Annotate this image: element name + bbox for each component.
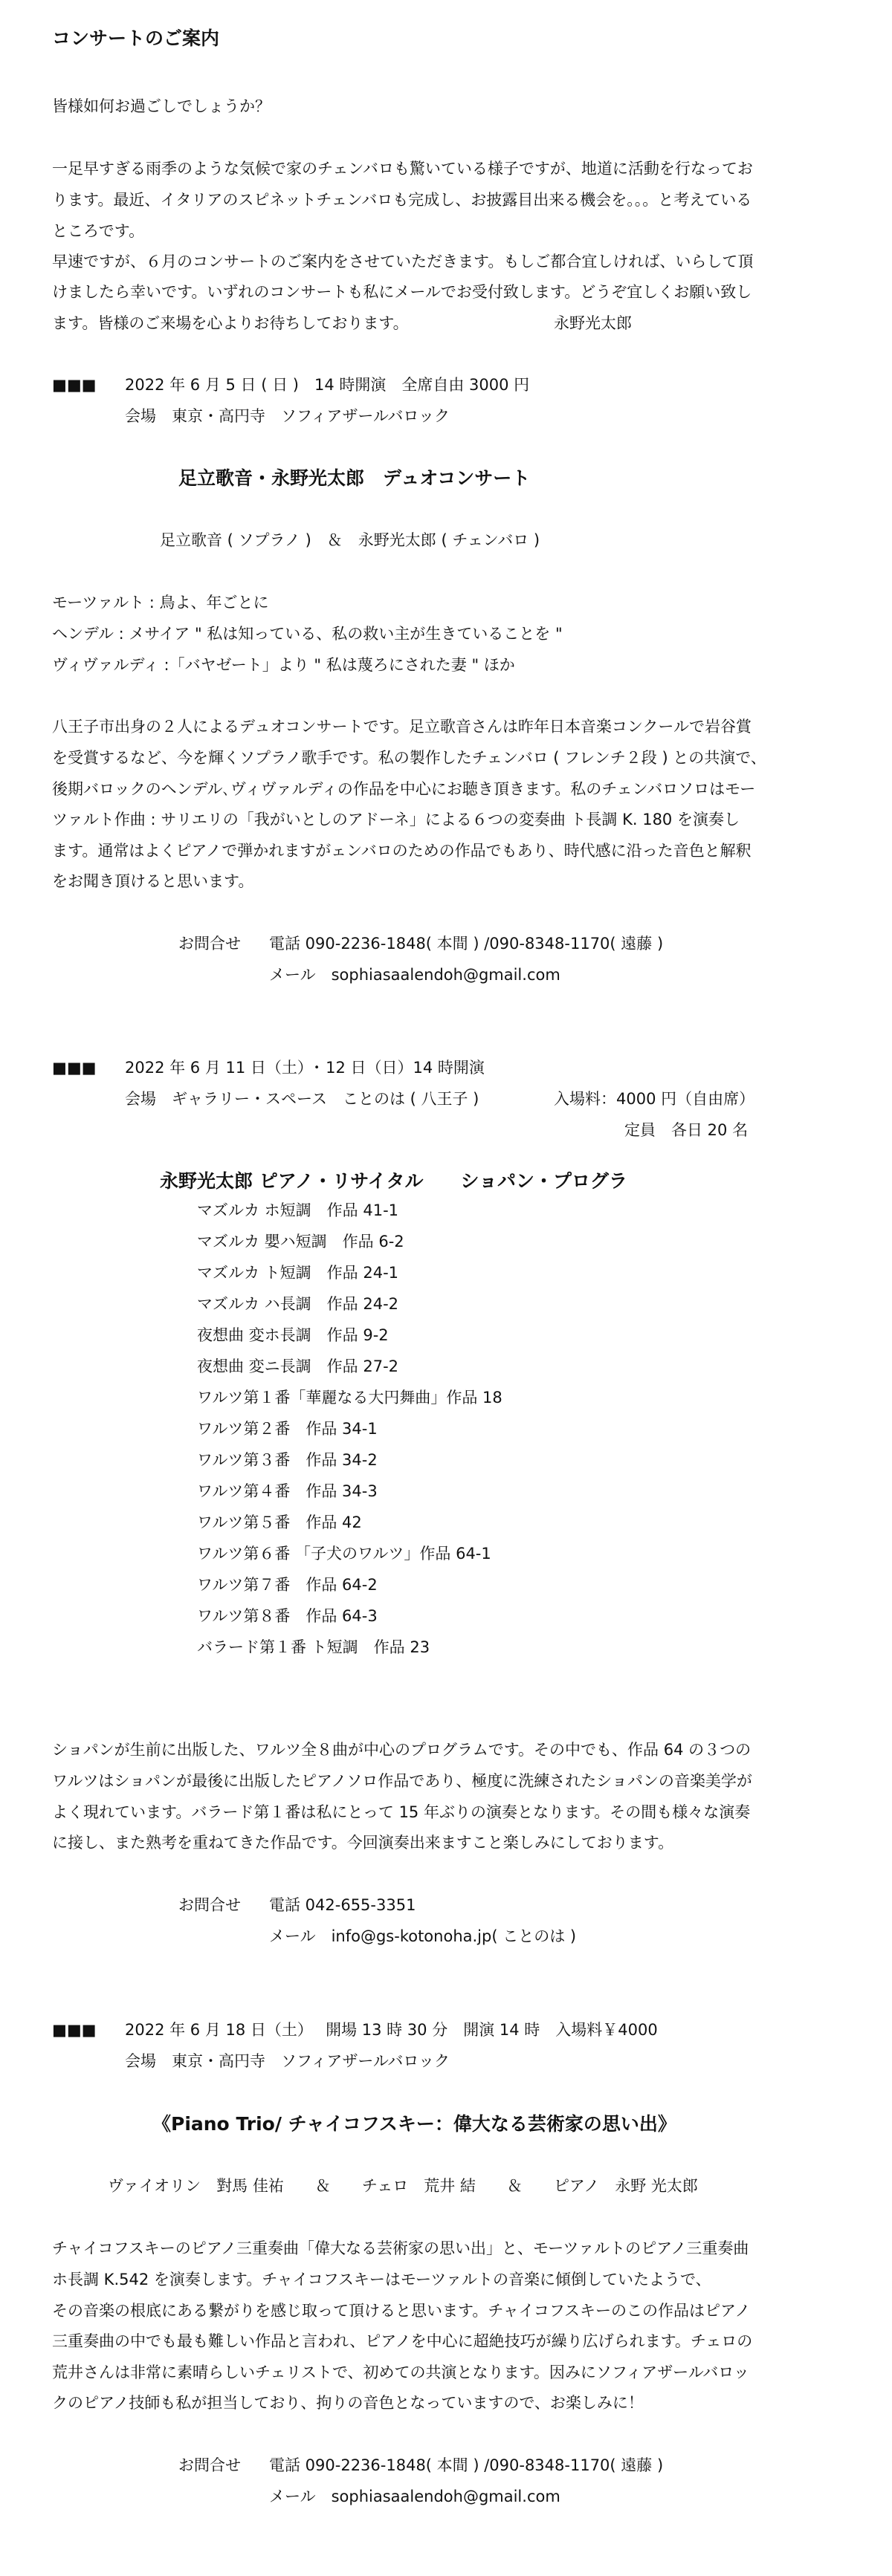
- description-line: よく現れています。バラード第１番は私にとって 15 年ぶりの演奏となります。その間も様々な演奏: [52, 1803, 751, 1821]
- concert-title: 永野光太郎 ピアノ・リサイタル ショパン・プログラ: [160, 1170, 627, 1192]
- concert-performers: ヴァイオリン 對馬 佳祐 ＆ チェロ 荒井 結 ＆ ピアノ 永野 光太郎: [108, 2177, 698, 2195]
- concert-title: 足立歌音・永野光太郎 デュオコンサート: [178, 467, 531, 489]
- program-item: ワルツ第４番 作品 34-3: [197, 1482, 378, 1500]
- intro-line: ます。皆様のご来場を心よりお待ちしております。: [52, 314, 409, 332]
- concert-date: 2022 年 6 月 18 日（土） 開場 13 時 30 分 開演 14 時 入場料￥4000: [125, 2021, 658, 2039]
- program-item: マズルカ ホ短調 作品 41-1: [197, 1201, 399, 1219]
- concert-venue: 会場 東京・高円寺 ソフィアザールバロック: [125, 2052, 450, 2070]
- intro-line: ところです。: [52, 222, 145, 240]
- description-line: をお聞き頂けると思います。: [52, 872, 254, 890]
- program-item: バラード第１番 ト短調 作品 23: [197, 1638, 430, 1656]
- concert-venue: 会場 ギャラリー・スペース ことのは ( 八王子 ): [125, 1090, 479, 1108]
- description-line: ホ長調 K.542 を演奏します。チャイコフスキーはモーツァルトの音楽に傾倒していたようで、: [52, 2271, 711, 2288]
- contact-phone: 電話 090-2236-1848( 本間 ) /090-8348-1170( 遠藤 ): [269, 935, 664, 953]
- concert-title: 《Piano Trio/ チャイコフスキー：偉大なる芸術家の思い出》: [152, 2113, 676, 2135]
- concert-date: 2022 年 6 月 11 日（土）･ 12 日（日）14 時開演: [125, 1059, 485, 1077]
- section-marker: ■■■: [52, 376, 97, 394]
- program-item: ワルツ第７番 作品 64-2: [197, 1576, 378, 1594]
- section-marker: ■■■: [52, 2021, 97, 2039]
- program-item: 夜想曲 変ニ長調 作品 27-2: [197, 1357, 399, 1375]
- description-line: 荒井さんは非常に素晴らしいチェリストで、初めての共演となります。因みにソフィアザールバロッ: [52, 2364, 749, 2381]
- program-item: モーツァルト : 鳥よ、年ごとに: [52, 594, 269, 611]
- contact-phone: 電話 042-655-3351: [269, 1896, 416, 1914]
- concert-fee: 入場料：4000 円（自由席）: [554, 1090, 755, 1108]
- page-title: コンサートのご案内: [52, 27, 220, 49]
- contact-label: お問合せ: [178, 1896, 241, 1914]
- description-line: に接し、また熟考を重ねてきた作品です。今回演奏出来ますこと楽しみにしております。: [52, 1834, 674, 1852]
- description-line: 三重奏曲の中でも最も難しい作品と言われ、ピアノを中心に超絶技巧が繰り広げられます。チェロの: [52, 2332, 753, 2350]
- section-marker: ■■■: [52, 1059, 97, 1077]
- intro-line: 早速ですが、６月のコンサートのご案内をさせていただきます。もしご都合宜しければ、いらして頂: [52, 253, 754, 270]
- description-line: ツァルト作曲 : サリエリの「我がいとしのアドーネ」による６つの変奏曲 ト長調 K. 180 を演奏し: [52, 811, 740, 828]
- contact-label: お問合せ: [178, 2456, 241, 2474]
- program-item: ワルツ第６番 「子犬のワルツ」作品 64-1: [197, 1545, 491, 1563]
- contact-mail[interactable]: メール sophiasaalendoh@gmail.com: [269, 2488, 560, 2505]
- description-line: ます。通常はよくピアノで弾かれますがェンバロのための作品でもあり、時代感に沿った音色と解釈: [52, 842, 752, 860]
- concert-date: 2022 年 6 月 5 日 ( 日 ) 14 時開演 全席自由 3000 円: [125, 376, 530, 394]
- program-item: ワルツ第１番「華麗なる大円舞曲」作品 18: [197, 1389, 502, 1407]
- description-line: クのピアノ技師も私が担当しており、拘りの音色となっていますので、お楽しみに！: [52, 2394, 644, 2412]
- program-item: マズルカ ハ長調 作品 24-2: [197, 1295, 399, 1313]
- program-item: ヘンデル : メサイア " 私は知っている、私の救い主が生きていることを ": [52, 625, 563, 643]
- program-item: マズルカ ト短調 作品 24-1: [197, 1264, 399, 1282]
- description-line: ワルツはショパンが最後に出版したピアノソロ作品であり、極度に洗練されたショパンの音楽美学が: [52, 1772, 752, 1790]
- program-list: [197, 1199, 502, 1667]
- program-item: ヴィヴァルディ :「バヤゼート」より " 私は蔑ろにされた妻 " ほか: [52, 656, 515, 674]
- program-item: ワルツ第５番 作品 42: [197, 1514, 362, 1531]
- program-item: ワルツ第２番 作品 34-1: [197, 1420, 378, 1438]
- program-item: ワルツ第８番 作品 64-3: [197, 1607, 378, 1625]
- contact-mail[interactable]: メール sophiasaalendoh@gmail.com: [269, 966, 560, 984]
- description-line: ショパンが生前に出版した、ワルツ全８曲が中心のプログラムです。その中でも、作品 64 の３つの: [52, 1741, 752, 1759]
- program-item: マズルカ 嬰ハ短調 作品 6-2: [197, 1233, 404, 1250]
- greeting: 皆様如何お過ごしでしょうか？: [52, 97, 271, 115]
- description-line: 後期バロックのヘンデル､ヴィヴァルディの作品を中心にお聴き頂きます。私のチェンバロソロはモー: [52, 780, 756, 798]
- contact-label: お問合せ: [178, 935, 241, 953]
- intro-line: 一足早すぎる雨季のような気候で家のチェンバロも驚いている様子ですが、地道に活動を行なってお: [52, 160, 753, 178]
- description-line: チャイコフスキーのピアノ三重奏曲「偉大なる芸術家の思い出」と、モーツァルトのピアノ三重奏曲: [52, 2239, 749, 2257]
- description-line: 八王子市出身の２人によるデュオコンサートです。足立歌音さんは昨年日本音楽コンクールで岩谷賞: [52, 718, 752, 736]
- intro-line: ります。最近、イタリアのスピネットチェンバロも完成し、お披露目出来る機会を。。。と考えている: [52, 191, 752, 209]
- contact-phone: 電話 090-2236-1848( 本間 ) /090-8348-1170( 遠藤 ): [269, 2456, 664, 2474]
- signature: 永野光太郎: [554, 314, 632, 332]
- description-line: その音楽の根底にある繋がりを感じ取って頂けると思います。チャイコフスキーのこの作品はピアノ: [52, 2302, 751, 2320]
- contact-mail[interactable]: メール info@gs-kotonoha.jp( ことのは ): [269, 1927, 577, 1945]
- concert-capacity: 定員 各日 20 名: [624, 1121, 749, 1139]
- concert-venue: 会場 東京・高円寺 ソフィアザールバロック: [125, 407, 450, 425]
- intro-line: けましたら幸いです。いずれのコンサートも私にメールでお受付致します。どうぞ宜しくお願い致し: [52, 283, 752, 301]
- description-line: を受賞するなど、今を輝くソプラノ歌手です。私の製作したチェンバロ ( フレンチ２段 ) との共演で、: [52, 749, 766, 767]
- program-item: ワルツ第３番 作品 34-2: [197, 1451, 378, 1469]
- program-item: 夜想曲 変ホ長調 作品 9-2: [197, 1326, 389, 1344]
- concert-performers: 足立歌音 ( ソプラノ ) ＆ 永野光太郎 ( チェンバロ ): [160, 531, 540, 549]
